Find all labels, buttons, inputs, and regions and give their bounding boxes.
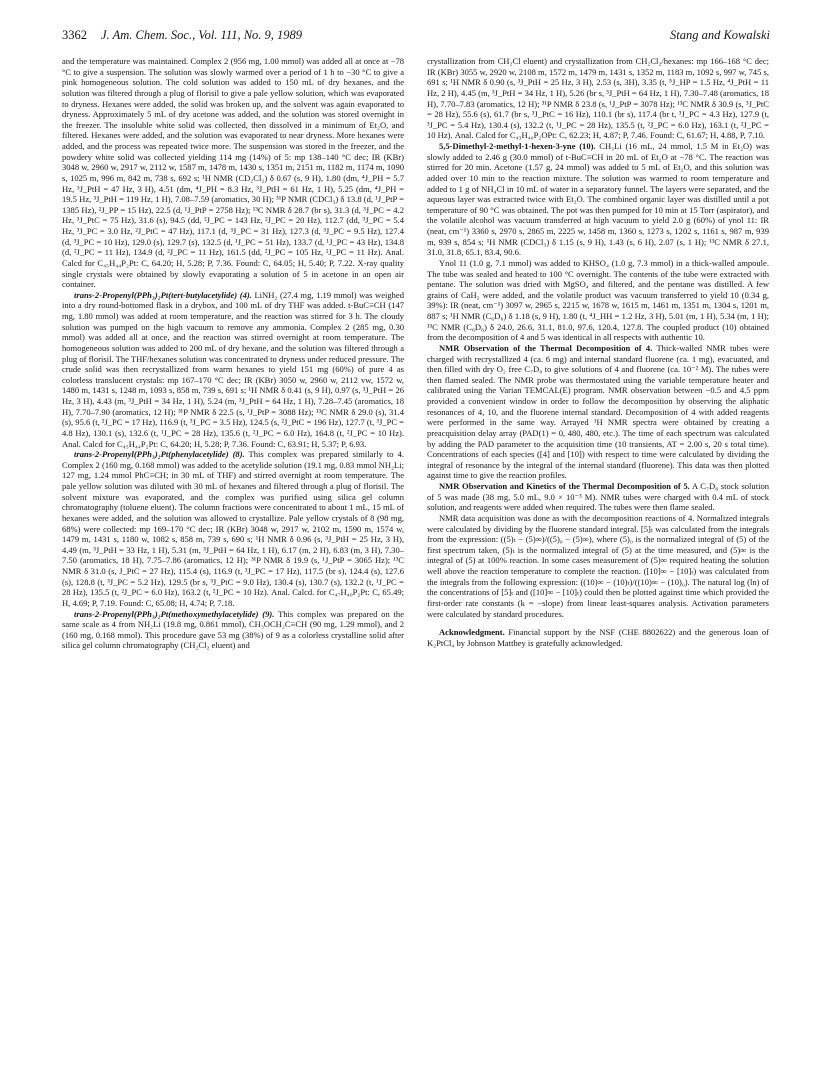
acknowledgment-body: Financial support by the NSF (CHE 8802622) and the generous loan of K₂PtCl₄ by Johnson Matthey is gratefully acknowledged.: [427, 627, 769, 648]
left-column: [62, 56, 404, 651]
right-column: [427, 56, 769, 648]
journal-citation: J. Am. Chem. Soc., Vol. 111, No. 9, 1989: [101, 28, 303, 42]
paragraph: [62, 290, 404, 449]
paragraph-body: This complex was prepared similarly to 4. Complex 2 (160 mg, 0.168 mmol) was added to the acetylide solution (19.1 mg, 0.83 mmol NH₂Li; 127 mg, 1.24 mmol PhC≡CH; in 30 mL of THF) and stirred overnight at room temperature. The pale yellow solution was diluted with 30 mL of hexanes and filtered through a plug of florisil. The solvent mixture was evaporated, and the complex was purified using silica gel column chromatography (toluene eluent). The column fractions were concentrated to about 1 mL, 15 mL of hexanes were added, and the solution was allowed to crystallize. Pale yellow crystals of 8 (98 mg, 68%) were collected: mp 169–170 °C dec; IR (KBr) 3048 w, 2917 w, 2102 m, 1590 m, 1574 w, 1479 m, 1431 s, 1180 w, 1082 s, 858 m, 739 s, 690 s; ¹H NMR δ 0.96 (s, ³J_PtH = 25 Hz, 3 H), 4.49 (m, ³J_PtH = 33 Hz, 1 H), 5.31 (m, ³J_PtH = 64 Hz, 1 H), 6.17 (m, 2 H), 6.83 (m, 3 H), 7.30–7.50 (aromatics, 18 H), 7.75–7.86 (aromatics, 12 H); ³¹P NMR δ 19.9 (s, ¹J_PtP = 3065 Hz); ¹³C NMR δ 31.0 (s, J_PtC = 27 Hz), 115.4 (s), 116.9 (t, ³J_PC = 17 Hz), 117.5 (br s), 124.4 (s), 127.6 (s), 128.8 (t, ³J_PC = 5.2 Hz), 129.5 (br s, ³J_PtC = 9.0 Hz), 130.4 (s), 130.7 (s), 132.2 (t, ¹J_PC = 28 Hz), 135.5 (t, ²J_PC = 6.0 Hz), 163.2 (t, ²J_PC = 10 Hz). Anal. Calcd. for C₄₇H₄₀P₂Pt: C, 65.49; H, 4.69; P, 7.19. Found: C, 65.08; H, 4.74; P, 7.18.: [62, 449, 404, 608]
compound-heading: trans-2-Propenyl(PPh₃)₂Pt(phenylacetylide) (8).: [74, 449, 245, 460]
paragraph: [427, 141, 769, 258]
paragraph: [427, 343, 769, 481]
paragraph: and the temperature was maintained. Complex 2 (956 mg, 1.00 mmol) was added all at once at −78 °C to give a suspension. The solution was slowly warmed over a period of 1 h to −30 °C to give a pink homogeneous solution. The cold solution was added to 150 mL of dry hexanes, and the solution was filtered through a plug of florisil to give a pale yellow solution, which was evaporated to dryness. Hexanes were added, the solid was broken up, and the solvent was again evaporated to dryness. Approximately 5 mL of dry acetone was added, and the solution was stored overnight in the freezer. The insoluble white solid was collected, then dissolved in a minimum of Et₂O, and filtered. Hexanes were added, and the solution was evaporated to near dryness. More hexanes were added, and the process was repeated twice more. The suspension was stored in the freezer, and the powdery white solid was collected yielding 114 mg (14%) of 5: mp 138–140 °C dec; IR (KBr) 3048 w, 2960 w, 2917 w, 2112 w, 1587 m, 1478 m, 1430 s, 1351 m, 2151 m, 1182 m, 1174 m, 1090 s, 1025 m, 996 m, 842 m, 738 s, 692 s; ¹H NMR (CD₂Cl₂) δ 0.67 (s, 9 H), 1.80 (dm, ⁴J_PH = 5.7 Hz, ³J_PtH = 47 Hz, 3 H), 4.51 (dm, ⁴J_PH = 8.3 Hz, ³J_PtH = 61 Hz, 1 H), 5.25 (dm, ⁴J_PH = 19.5 Hz, ³J_PtH = 119 Hz, 1 H), 7.08–7.59 (aromatics, 30 H); ³¹P NMR (CDCl₃) δ 13.8 (d, ¹J_PtP = 1385 Hz), ²J_PP = 15 Hz), 22.5 (d, ¹J_PtP = 2758 Hz); ¹³C NMR δ 28.7 (br s), 31.3 (d, ³J_PC = 4.2 Hz, ³J_PtC = 75 Hz), 31.6 (s), 94.5 (dd, ²J_PC = 143 Hz, ²J_PC = 20 Hz), 112.7 (dd, ³J_PC = 5.4 Hz, ³J_PC = 3.0 Hz, ²J_PtC = 47 Hz), 117.1 (d, ³J_PC = 31 Hz), 127.3 (d, ³J_PC = 9.5 Hz), 127.4 (d, ³J_PC = 10 Hz), 129.0 (s), 129.7 (s), 132.5 (d, ¹J_PC = 51 Hz), 133.7 (d, ¹J_PC = 43 Hz), 134.8 (d, ²J_PC = 11 Hz), 134.9 (d, ²J_PC = 11 Hz), 161.5 (dd, ²J_PC = 105 Hz, ²J_PC = 11 Hz). Anal. Calcd for C₄₅H₄₄P₂Pt: C, 64.20; H, 5.28; P, 7.36. Found: C, 64.05; H, 5.40; P, 7.22. X-ray quality single crystals were obtained by slowly evaporating a solution of 5 in acetone in an open air container.: [62, 56, 404, 290]
section-heading: NMR Observation and Kinetics of the Thermal Decomposition of 5.: [439, 481, 690, 491]
paragraph: [62, 449, 404, 608]
compound-heading: 5,5-Dimethyl-2-methyl-1-hexen-3-yne (10).: [439, 141, 596, 151]
running-authors: Stang and Kowalski: [669, 28, 770, 42]
paragraph-body: This complex was prepared on the same scale as 4 from NH₂Li (19.8 mg, 0.861 mmol), CH₃OCH₂C≡CH (90 mg, 1.29 mmol), and 2 (160 mg, 0.168 mmol). This procedure gave 53 mg (38%) of 9 as a colorless crystalline solid after silica gel column chromatography (CH₂Cl₂ eluent) and: [62, 608, 404, 651]
page-number: 3362: [62, 28, 87, 42]
paragraph: NMR data acquisition was done as with the decomposition reactions of 4. Normalized integrals were calculated by dividing by the fluorene standard integral. [5]ₜ was calculated from the integrals from the expression: ((5)ₜ − (5)∞)/((5)₀ − (5)∞), where (5)₀ is the normalized integral of (5) of the first spectrum taken, (5)ₜ is the normalized integral of (5) at the time measured, and (5)∞ is the integral of (5) at 100% reaction. In some cases measurement of (5)∞ required heating the solution well above the reaction temperature to complete the reaction. ([10]∞ − [10]ₜ) was calculated from the integrals from the following expression: ((10)∞ − (10)ₜ)/((10)∞ − (10)₀). The natural log (ln) of the concentrations of [5]ₜ and ([10]∞ − [10]ₜ) could then be plotted against time which provided the first-order rate constants (k = −slope) from linear least-squares analysis. Activation parameters were calculated by standard procedures.: [427, 512, 769, 619]
paragraph-body: Thick-walled NMR tubes were charged with recrystallized 4 (ca. 6 mg) and internal standard fluorene (ca. 1 mg), evacuated, and then filled with dry O₂ free C₇D₈ to give solutions of 4 and fluorene (ca. 10⁻² M). The tubes were then flamed sealed. The NMR probe was thermostated using the variable temperature heater and calibrated using the Varian TEMCAL(E) program. NMR observation between −0.5 and 4.5 ppm provided a convenient window in order to follow the decomposition by observing the aliphatic resonances of 4, 10, and the fluorene internal standard. Decomposition of 4 with added reagents were performed in the same way. Arrayed ¹H NMR spectra were obtained by creating a preacquisition delay array (PAD(1) = 0, 480, 480, etc.). The time of each spectrum was calculated by adding the PAD parameter to the acquisition time (10 transients, AT = 2.00 s, 20 s total time). Concentrations of each species ([4] and [10]) with respect to time were calculated by dividing the integral of resonance by the integral of the internal standard (fluorene). This data was then plotted against time to give the reaction profiles.: [427, 342, 769, 481]
paragraph: crystallization from CH₂Cl eluent) and crystallization from CH₂Cl₂/hexanes: mp 166–168 °C dec; IR (KBr) 3055 w, 2920 w, 2108 m, 1572 m, 1479 m, 1431 s, 1352 m, 1183 m, 1092 s, 997 w, 745 s, 691 s; ¹H NMR δ 0.90 (s, ³J_PtH = 25 Hz, 3 H), 2.53 (s, 3H), 3.35 (t, ⁵J_HP = 1.5 Hz, ⁴J_PtH = 11 Hz, 2 H), 4.45 (m, ³J_PtH = 34 Hz, 1 H), 5.26 (br s, ³J_PtH = 64 Hz, 1 H), 7.30–7.48 (aromatics, 18 H), 7.70–7.83 (aromatics, 12 H); ³¹P NMR δ 23.8 (s, ¹J_PtP = 3078 Hz); ¹³C NMR δ 30.9 (s, ³J_PtC = 28 Hz), 55.6 (s), 61.7 (br s, ³J_PtC = 16 Hz), 110.1 (br s), 117.4 (br t, ³J_PC = 4.3 Hz), 127.9 (t, ³J_PC = 5.4 Hz), 130.4 (s), 132.2 (t, ¹J_PC = 28 Hz), 135.5 (t, ²J_PC = 6.0 Hz), 163.1 (t, ²J_PC = 10 Hz). Anal. Calcd for C₄₃H₄₀P₂OPt: C, 62.23; H, 4.87; P, 7.46. Found: C, 61.67; H, 4.88, P, 7.10.: [427, 56, 769, 141]
page-header: [62, 28, 770, 44]
paragraph: [427, 481, 769, 513]
compound-heading: trans-2-Propenyl(PPh₃)₂Pt(methoxymethylacetylide) (9).: [74, 608, 275, 619]
paragraph-body: LiNH₂ (27.4 mg, 1.19 mmol) was weighed into a dry round-bottomed flask in a drybox, and 100 mL of dry THF was added. t-BuC≡CH (147 mg, 1.80 mmol) was added at room temperature, and the reaction was stirred for 3 h. The cloudy solution was pumped on the high vacuum to remove any ammonia. Complex 2 (285 mg, 0.30 mmol) was added all at once, and the reaction was stirred overnight at room temperature. The homogeneous solution was added to 200 mL of dry hexane, and the solution was filtered through a plug of florisil. The THF/hexanes solution was concentrated to dryness under reduced pressure. The crude solid was then recrystallized from warm hexanes to yield 151 mg (60%) of pure 4 as colorless translucent crystals: mp 167–170 °C dec; IR (KBr) 3050 w, 2960 w, 2112 vw, 1572 w, 1480 m, 1431 s, 1248 m, 1093 s, 858 m, 739 s, 691 s; ¹H NMR δ 0.41 (s, 9 H), 0.97 (s, ³J_PtH = 26 Hz, 3 H), 4.43 (m, ³J_PtH = 34 Hz, 1 H), 5.24 (m, ³J_PtH = 64 Hz, 1 H), 7.28–7.45 (aromatics, 18 H), 7.70–7.90 (aromatics, 12 H); ³¹P NMR δ 22.5 (s, ¹J_PtP = 3088 Hz); ¹³C NMR δ 29.0 (s), 31.4 (s), 95.6 (t, ²J_PC = 17 Hz), 116.9 (t, ³J_PC = 3.5 Hz), 124.5 (s, ²J_PtC = 196 Hz), 127.7 (t, ³J_PC = 4.8 Hz), 130.1 (s), 132.6 (t, ¹J_PC = 28 Hz), 135.6 (t, ²J_PC = 6.0 Hz), 164.8 (t, ²J_PC = 10 Hz). Anal. Calcd for C₄₅H₄₄P₂Pt: C, 64.20; H, 5.28; P, 7.36. Found: C, 63.91; H, 5.37; P, 6.93.: [62, 289, 404, 449]
section-heading: NMR Observation of the Thermal Decomposition of 4.: [439, 342, 653, 353]
paragraph: [62, 609, 404, 652]
acknowledgment-heading: Acknowledgment.: [439, 627, 505, 638]
paragraph-body: CH₃Li (16 mL, 24 mmol, 1.5 M in Et₂O) was slowly added to 2.46 g (30.0 mmol) of t-BuC≡CH in 20 mL of Et₂O at −78 °C. The reaction was stirred for 20 min. Acetone (1.57 g, 24 mmol) was added to 5 mL of Et₂O, and this solution was added over 10 min to the reaction mixture. The solution was warmed to room temperature and added to 1 g of NH₄Cl in 10 mL of water in a separatory funnel. The layers were separated, and the aqueous layer was extracted twice with Et₂O. The combined organic layer was distilled until a pot temperature of 90 °C was obtained. The pot was then pumped for 10 min at 15 Torr (aspirator), and the volatile alcohol was vacuum transferred at high vacuum to yield 2.0 g (60%) of ynol 11: IR (neat, cm⁻¹) 3360 s, 2970 s, 2865 m, 2225 w, 1458 m, 1360 s, 1273 s, 1202 s, 1161 s, 987 m, 939 m, 939 s, 854 s; ¹H NMR (CDCl₃) δ 1.15 (s, 9 H), 1.43 (s, 6 H), 2.07 (s, 1 H); ¹³C NMR δ 27.1, 31.0, 31.8, 65.1, 83.4, 90.6.: [427, 141, 769, 258]
compound-heading: trans-2-Propenyl(PPh₃)₂Pt(tert-butylacetylide) (4).: [74, 289, 252, 300]
paragraph-body: A C₇D₈ stock solution of 5 was made (38 mg, 5.0 mL, 9.0 × 10⁻³ M). NMR tubes were charged with 0.4 mL of stock solution, and reagents were added when required. The tubes were then flame sealed.: [427, 481, 769, 513]
acknowledgment: [427, 627, 769, 648]
paragraph: Ynol 11 (1.0 g, 7.1 mmol) was added to KHSO₄ (1.0 g, 7.3 mmol) in a thick-walled ampoule. The tube was sealed and heated to 100 °C overnight. The contents of the tube were extracted with pentane. The solution was dried with MgSO₄ and filtered, and the pentane was distilled. A few grains of CaH₂ were added, and the volatile product was vacuum transferred to yield 10 (0.34 g, 39%): IR (neat, cm⁻¹) 3097 w, 2965 s, 2215 w, 1678 w, 1615 m, 1461 m, 1351 m, 1304 s, 1201 m, 887 s; ¹H NMR (C₆D₆) δ 1.18 (s, 9 H), 1.80 (t, ⁴J_HH = 1.2 Hz, 3 H), 5.01 (m, 1 H), 5.34 (m, 1 H); ¹³C NMR (C₆D₆) δ 24.0, 26.6, 31.1, 81.0, 97.6, 120.4, 127.8. The coupled product (10) obtained from the decomposition of 4 and 5 was identical in all respects with authentic 10.: [427, 257, 769, 343]
header-left: [62, 28, 302, 43]
